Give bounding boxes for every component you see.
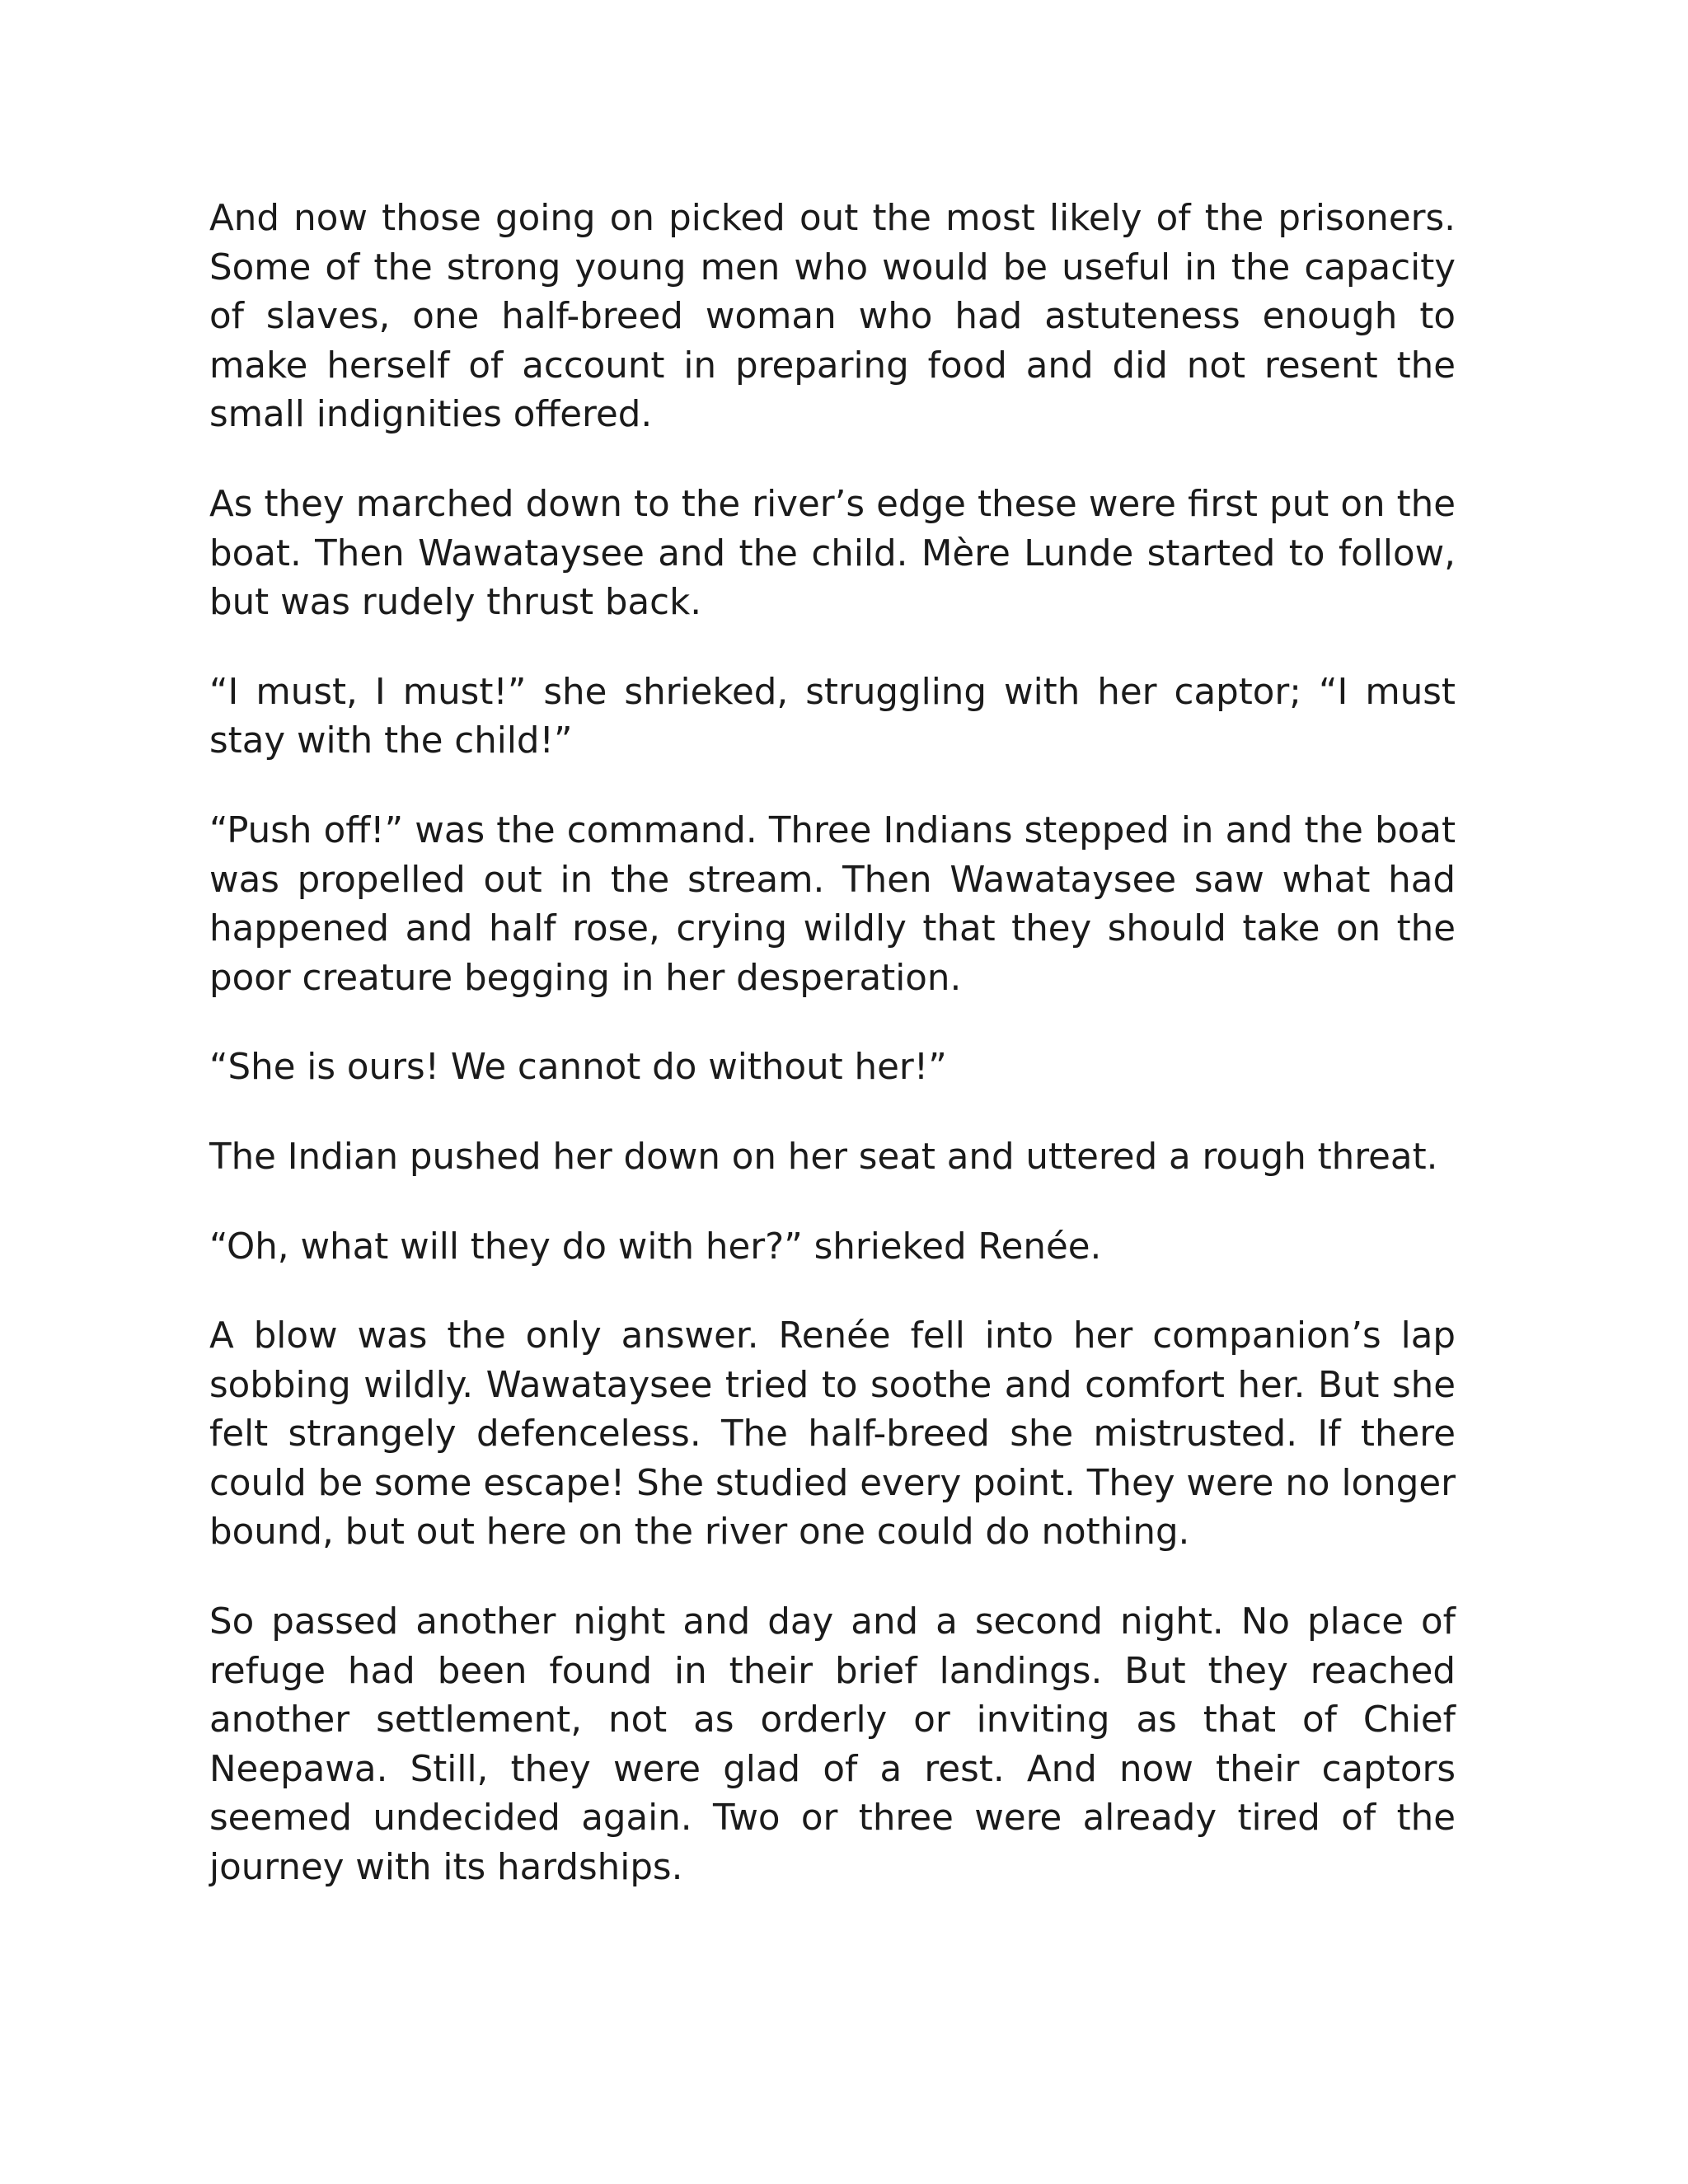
- paragraph-2: As they marched down to the river’s edge these were first put on the boat. Then Wawataysee and the child. Mère Lunde started to follow, but was rudely thrust back.: [209, 483, 1456, 624]
- paragraph-5: “She is ours! We cannot do without her!”: [209, 1047, 947, 1089]
- paragraph-4: “Push off!” was the command. Three Indians stepped in and the boat was propelled out in the stream. Then Wawataysee saw what had happened and half rose, crying wildly that they should take on the poor creature begging in her desperation.: [209, 809, 1456, 999]
- paragraph-8: A blow was the only answer. Renée fell into her companion’s lap sobbing wildly. Wawataysee tried to soothe and comfort her. But she felt strangely defenceless. The half-breed she mistrusted. If there could be some escape! She studied every point. They were no longer bound, but out here on the river one could do nothing.: [209, 1315, 1456, 1554]
- paragraph-9: So passed another night and day and a second night. No place of refuge had been found in their brief landings. But they reached another settlement, not as orderly or inviting as that of Chief Neepawa. Still, they were glad of a rest. And now their captors seemed undecided again. Two or three were already tired of the journey with its hardships.: [209, 1601, 1456, 1889]
- paragraph-6: The Indian pushed her down on her seat and uttered a rough threat.: [209, 1136, 1438, 1178]
- paragraph-3: “I must, I must!” she shrieked, struggling with her captor; “I must stay with the child!”: [209, 671, 1456, 762]
- paragraph-7: “Oh, what will they do with her?” shrieked Renée.: [209, 1226, 1102, 1268]
- body-text: [209, 194, 1456, 1893]
- paragraph-1: And now those going on picked out the most likely of the prisoners. Some of the strong young men who would be useful in the capacity of slaves, one half-breed woman who had astuteness enough to make herself of account in preparing food and did not resent the small indignities offered.: [209, 198, 1456, 436]
